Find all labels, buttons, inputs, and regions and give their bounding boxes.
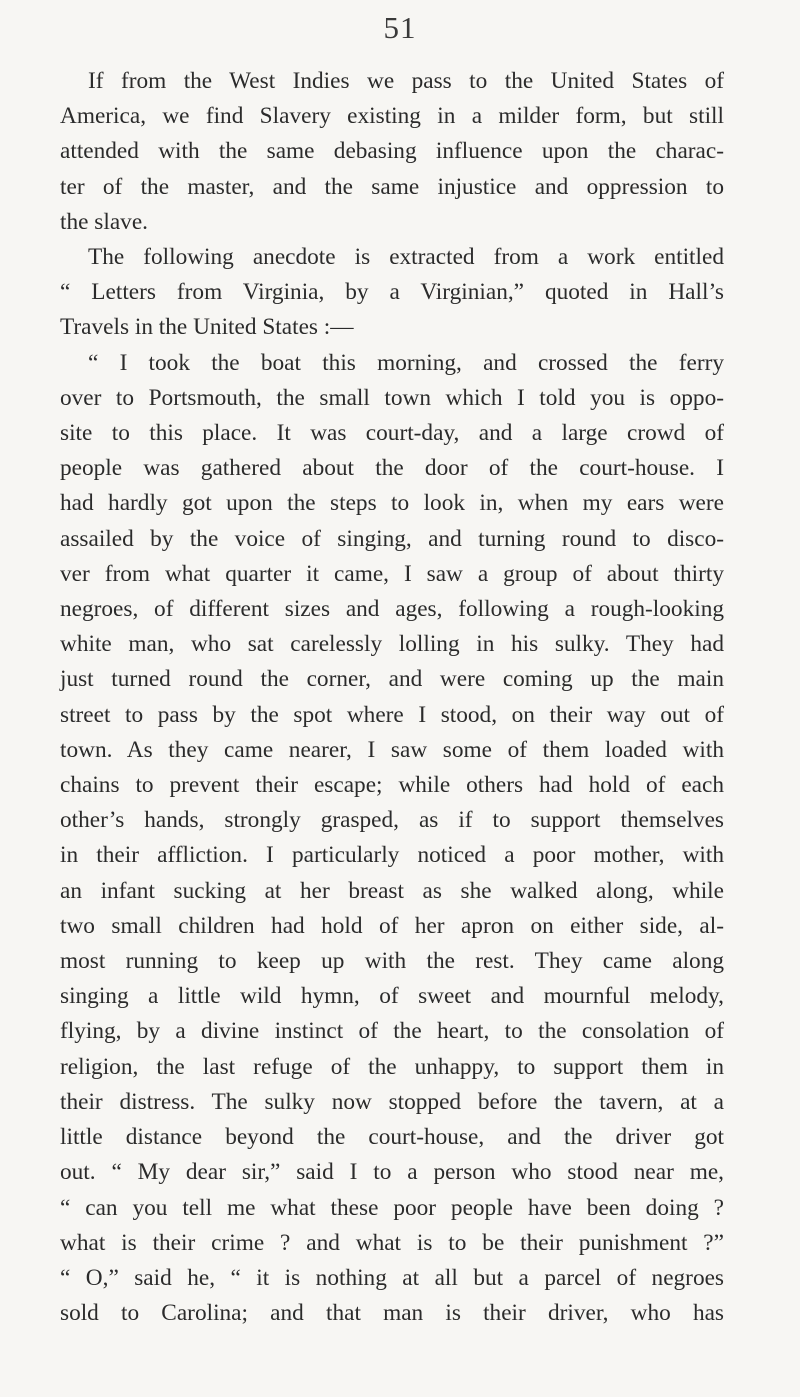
text-line: “ Letters from Virginia, by a Virginian,” quoted in Hall’s: [60, 279, 724, 306]
text-line: If from the West Indies we pass to the United States of: [88, 68, 724, 94]
text-line: had hardly got upon the steps to look in, when my ears were: [60, 490, 724, 517]
text-line: chains to prevent their escape; while others had hold of each: [60, 772, 724, 799]
text-line: in their affliction. I particularly noticed a poor mother, with: [60, 842, 724, 869]
text-line: “ can you tell me what these poor people have been doing ?: [60, 1194, 724, 1221]
text-line: ter of the master, and the same injustice and oppression to: [60, 173, 724, 200]
text-line: white man, who sat carelessly lolling in his sulky. They had: [60, 631, 724, 658]
text-line: little distance beyond the court-house, and the driver got: [60, 1124, 724, 1151]
page-number: 51: [383, 10, 417, 45]
text-line: most running to keep up with the rest. They came along: [60, 948, 724, 975]
text-line: site to this place. It was court-day, and a large crowd of: [60, 420, 724, 447]
text-line: people was gathered about the door of the court-house. I: [60, 455, 724, 482]
text-line: singing a little wild hymn, of sweet and mournful melody,: [60, 983, 724, 1010]
text-line: town. As they came nearer, I saw some of them loaded with: [60, 736, 724, 763]
text-line: attended with the same debasing influence upon the charac-: [60, 138, 724, 165]
text-line: what is their crime ? and what is to be their punishment ?”: [60, 1229, 724, 1256]
text-line: sold to Carolina; and that man is their driver, who has: [60, 1300, 724, 1327]
text-line: their distress. The sulky now stopped before the tavern, at a: [60, 1088, 724, 1115]
text-line: ver from what quarter it came, I saw a group of about thirty: [60, 560, 724, 587]
text-line: America, we find Slavery existing in a milder form, but still: [60, 103, 724, 130]
text-line: assailed by the voice of singing, and turning round to disco-: [60, 525, 724, 552]
text-line: religion, the last refuge of the unhappy, to support them in: [60, 1053, 724, 1080]
text-line: Travels in the United States :—: [60, 314, 354, 341]
text-line: the slave.: [60, 208, 148, 235]
text-line: just turned round the corner, and were coming up the main: [60, 666, 724, 693]
text-line: other’s hands, strongly grasped, as if to support themselves: [60, 807, 724, 834]
text-line: out. “ My dear sir,” said I to a person who stood near me,: [60, 1159, 724, 1186]
text-line: “ O,” said he, “ it is nothing at all but a parcel of negroes: [60, 1264, 724, 1291]
body-text: [60, 64, 724, 1331]
text-line: flying, by a divine instinct of the heart, to the consolation of: [60, 1018, 724, 1045]
text-line: over to Portsmouth, the small town which I told you is oppo-: [60, 384, 724, 411]
text-line: negroes, of different sizes and ages, following a rough-looking: [60, 596, 724, 623]
text-line: two small children had hold of her apron on either side, al-: [60, 912, 724, 939]
text-line: street to pass by the spot where I stood, on their way out of: [60, 701, 724, 728]
text-line: “ I took the boat this morning, and crossed the ferry: [88, 349, 724, 376]
text-line: The following anecdote is extracted from a work entitled: [88, 244, 724, 271]
text-line: an infant sucking at her breast as she walked along, while: [60, 877, 724, 904]
